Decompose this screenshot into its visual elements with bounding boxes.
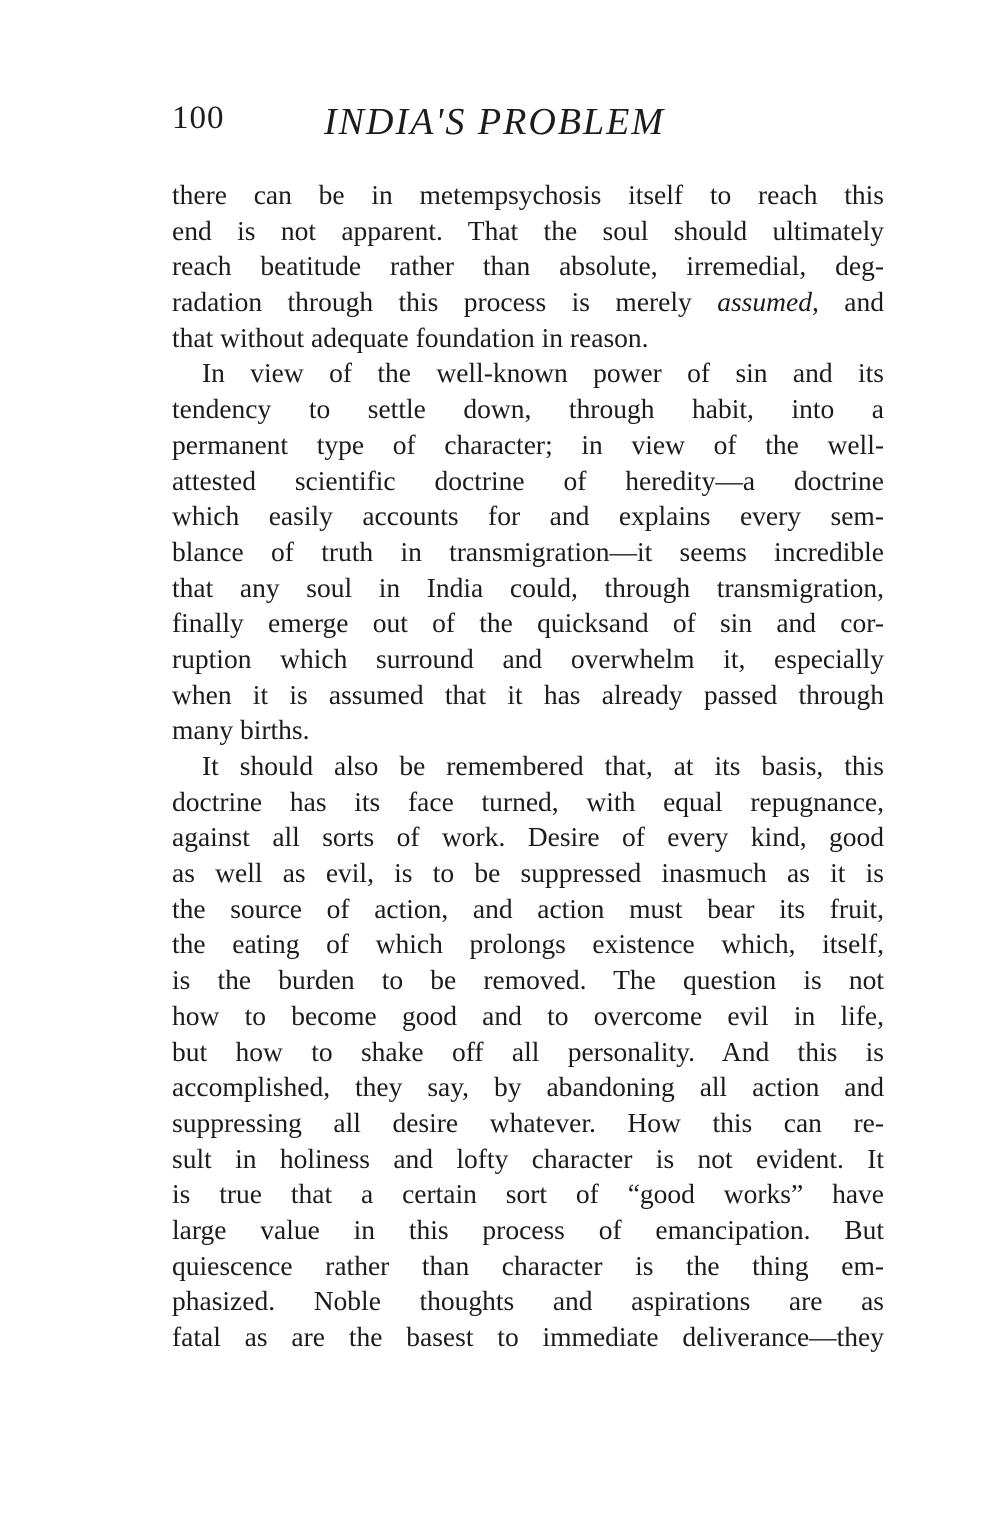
text-line: sult in holiness and lofty character is not evident. It <box>172 1142 884 1174</box>
text-line: reach beatitude rather than absolute, irremedial, deg- <box>172 250 884 282</box>
paragraph-1 <box>172 177 884 355</box>
text-line: fatal as are the basest to immediate deliverance—they <box>172 1321 884 1352</box>
line-segment: and <box>818 286 884 318</box>
text-line: suppressing all desire whatever. How this can re- <box>172 1106 884 1138</box>
text-line: there can be in metempsychosis itself to reach this <box>172 179 884 210</box>
text-line <box>172 284 884 320</box>
text-line: tendency to settle down, through habit, into a <box>172 393 884 425</box>
text-line: is the burden to be removed. The question is not <box>172 964 884 996</box>
text-line: as well as evil, is to be suppressed inasmuch as it is <box>172 857 884 889</box>
text-line: blance of truth in transmigration—it seems incredible <box>172 535 884 567</box>
text-line: quiescence rather than character is the thing em- <box>172 1249 884 1281</box>
text-line: the source of action, and action must bear its fruit, <box>172 892 884 924</box>
text-line: which easily accounts for and explains every sem- <box>172 500 884 532</box>
text-line: but how to shake off all personality. And this is <box>172 1035 884 1067</box>
emphasized-word: assumed, <box>717 286 819 318</box>
text-line: doctrine has its face turned, with equal repugnance, <box>172 785 884 817</box>
text-line: phasized. Noble thoughts and aspirations are as <box>172 1285 884 1317</box>
body-text <box>172 177 884 1355</box>
text-line: permanent type of character; in view of the well- <box>172 428 884 460</box>
text-line: many births. <box>172 714 310 746</box>
running-title: INDIA'S PROBLEM <box>324 101 666 143</box>
text-line: when it is assumed that it has already passed through <box>172 678 884 710</box>
text-line: It should also be remembered that, at its basis, this <box>202 750 884 781</box>
text-line: attested scientific doctrine of heredity—a doctrine <box>172 464 884 496</box>
line-segment: radation through this process is merely <box>172 286 718 318</box>
text-line: how to become good and to overcome evil in life, <box>172 999 884 1031</box>
text-line: ruption which surround and overwhelm it, especially <box>172 642 884 674</box>
paragraph-3 <box>172 748 884 1355</box>
running-head <box>172 100 892 150</box>
paragraph-2 <box>172 355 884 748</box>
text-line: accomplished, they say, by abandoning all action and <box>172 1071 884 1103</box>
text-line: that without adequate foundation in reason. <box>172 321 649 353</box>
text-line: end is not apparent. That the soul should ultimately <box>172 214 884 246</box>
text-line: the eating of which prolongs existence which, itself, <box>172 928 884 960</box>
text-line: is true that a certain sort of “good works” have <box>172 1178 884 1210</box>
text-line: finally emerge out of the quicksand of sin and cor- <box>172 607 884 639</box>
text-line: large value in this process of emancipation. But <box>172 1213 884 1245</box>
page-number: 100 <box>172 100 225 136</box>
text-line: In view of the well-known power of sin and its <box>202 357 884 389</box>
text-line: that any soul in India could, through transmigration, <box>172 571 884 603</box>
text-line: against all sorts of work. Desire of every kind, good <box>172 821 884 853</box>
